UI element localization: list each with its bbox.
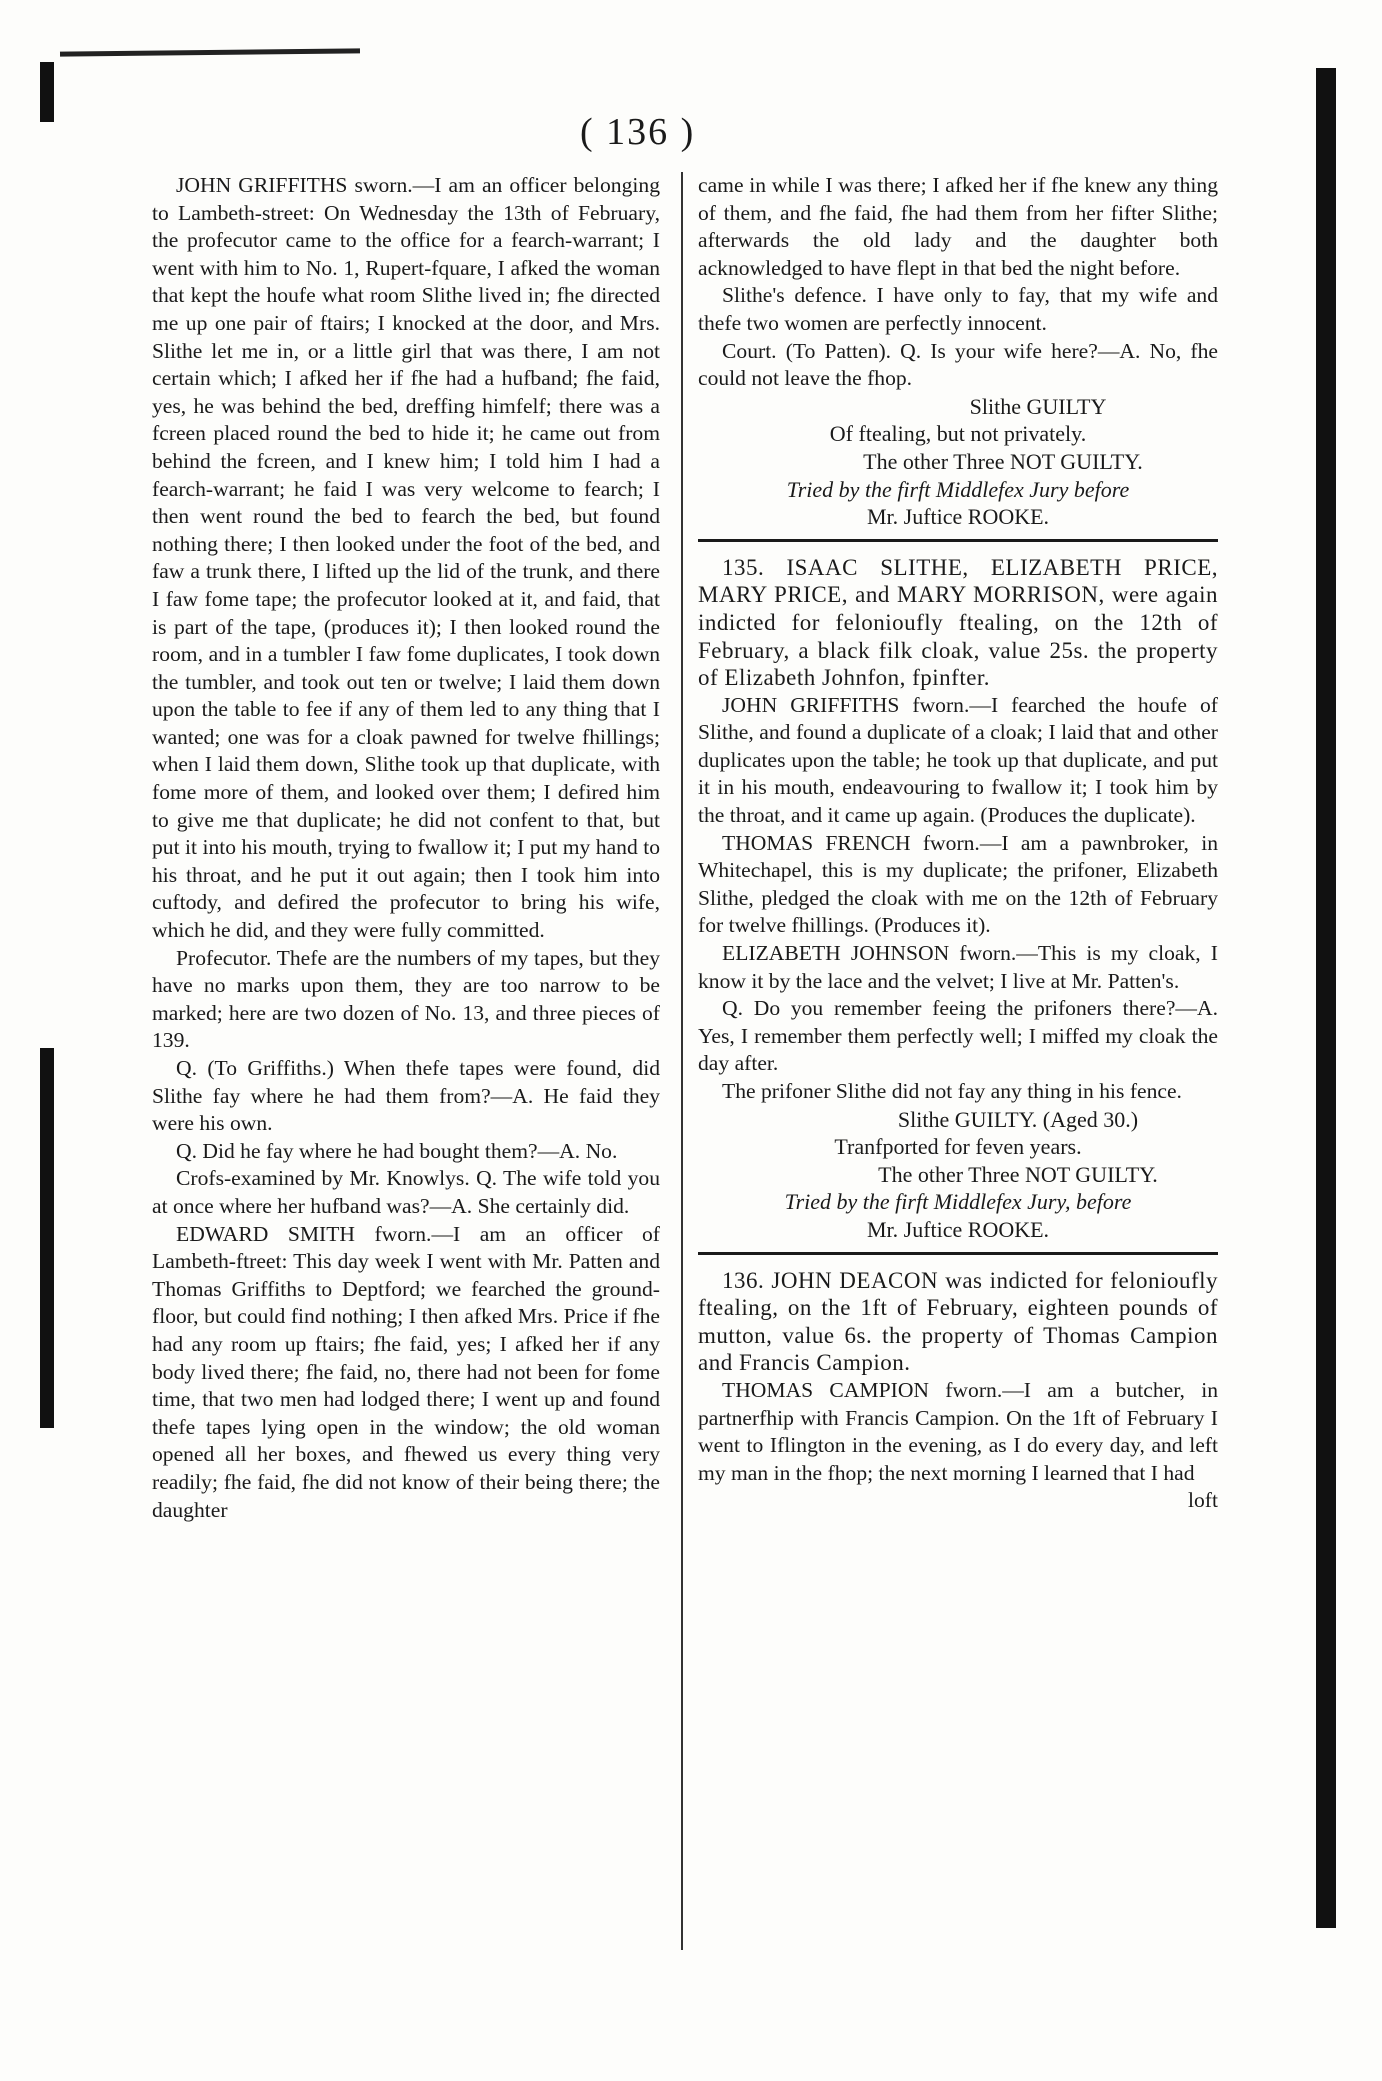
justice-name-2: Mr. Juftice ROOKE. [866,1216,1050,1242]
trial-135-heading: 135. ISAAC SLITHE, ELIZABETH PRICE, MARY PRICE, and MARY MORRISON, were again indicted for felonioufly ftealing, on the 12th of February, a black filk cloak, value 25s. the property of Elizabeth Johnfon, fpinfter. [698,554,1218,691]
scan-edge-right [1316,68,1336,1928]
prosecutor-statement: Profecutor. Thefe are the numbers of my tapes, but they have no marks upon them, they are too narrow to be marked; here are two dozen of No. 13, and three pieces of 139. [152,945,660,1053]
scan-edge-left [40,62,54,122]
trial-136-heading: 136. JOHN DEACON was indicted for felonioufly ftealing, on the 1ft of February, eighteen pounds of mutton, value 6s. the property of Thomas Campion and Francis Campion. [698,1267,1218,1376]
griffiths-testimony-2: JOHN GRIFFITHS fworn.—I fearched the houfe of Slithe, and found a duplicate of a cloak; I laid that and other duplicates upon the table; he took up that duplicate, and put it in his mouth, endeavouring to fwallow it; I took him by the throat, and it came up again. (Produces the duplicate). [698,692,1218,828]
scan-edge-top [60,48,360,56]
smith-testimony: EDWARD SMITH fworn.—I am an officer of Lambeth-ftreet: This day week I went with Mr. Patten and Thomas Griffiths to Deptford; we fearched the ground-floor, but could find nothing; I then afked Mrs. Price if fhe had any room up ftairs; fhe faid, yes; I afked her if any body lived there; fhe faid, no, there had not been for fome time, that two men had lodged there; I went up and found thefe tapes lying open in the window; the old woman opened all her boxes, and fhewed us every thing very readily; fhe faid, fhe did not know of their being there; the daughter [152,1221,660,1522]
catchword: loft [1188,1488,1218,1513]
verdict-slithe: Slithe GUILTY [969,393,1107,419]
verdict-others-2: The other Three NOT GUILTY. [878,1161,1158,1187]
prisoner-silent: The prifoner Slithe did not fay any thing in his fence. [722,1079,1182,1103]
slithe-defence: Slithe's defence. I have only to fay, that my wife and thefe two women are perfectly innocent. [698,283,1218,335]
section-divider-2 [698,1252,1218,1255]
verdict-slithe-2: Slithe GUILTY. (Aged 30.) [897,1106,1139,1132]
testimony-continued: came in while I was there; I afked her if fhe knew any thing of them, and fhe faid, fhe had them from her fifter Slithe; afterwards the old lady and the daughter both acknowledged to have flept in that bed the night before. [698,173,1218,280]
question-bought: Q. Did he fay where he had bought them?—A. No. [176,1138,618,1163]
cross-examination: Crofs-examined by Mr. Knowlys. Q. The wife told you at once where her hufband was?—A. She certainly did. [152,1166,660,1218]
verdict-others: The other Three NOT GUILTY. [863,448,1143,474]
jury-note: Tried by the firft Middlefex Jury before [786,476,1130,502]
scan-edge-left-lower [40,1048,54,1428]
question-remember: Q. Do you remember feeing the prifoners there?—A. Yes, I remember them perfectly well; I miffed my cloak the day after. [698,996,1218,1076]
campion-testimony: THOMAS CAMPION fworn.—I am a butcher, in partnerfhip with Francis Campion. On the 1ft of February I went to Iflington in the evening, as I do every day, and left my man in the fhop; the next morning I learned that I had [698,1377,1218,1485]
left-column [152,172,660,1524]
court-question: Court. (To Patten). Q. Is your wife here?—A. No, fhe could not leave the fhop. [698,338,1218,391]
johnson-testimony: ELIZABETH JOHNSON fworn.—This is my cloak, I know it by the lace and the velvet; I live at Mr. Patten's. [698,941,1218,993]
right-column [698,172,1218,1515]
sentence: Tranfported for feven years. [834,1134,1082,1160]
page-number: ( 136 ) [580,111,696,153]
french-testimony: THOMAS FRENCH fworn.—I am a pawnbroker, in Whitechapel, this is my duplicate; the prifoner, Elizabeth Slithe, pledged the cloak with me on the 12th of February for twelve fhillings. (Produces it). [698,830,1218,938]
question-to-griffiths: Q. (To Griffiths.) When thefe tapes were found, did Slithe fay where he had them from?—A. He faid they were his own. [152,1056,660,1136]
verdict-detail: Of ftealing, but not privately. [829,421,1087,447]
section-divider [698,539,1218,542]
jury-note-2: Tried by the firft Middlefex Jury, before [784,1189,1132,1215]
justice-name: Mr. Juftice ROOKE. [866,504,1050,530]
griffiths-testimony: JOHN GRIFFITHS sworn.—I am an officer belonging to Lambeth-street: On Wednesday the 13th of February, the profecutor came to the office for a fearch-warrant; I went with him to No. 1, Rupert-fquare, I afked the woman that kept the houfe what room Slithe lived in; fhe directed me up one pair of ftairs; I knocked at the door, and Mrs. Slithe let me in, or a little girl that was there, I am not certain which; I afked her if fhe had a hufband; fhe faid, yes, he was behind the bed, dreffing himfelf; there was a fcreen placed round the bed to hide it; he came out from behind the fcreen, and I knew him; I told him I had a fearch-warrant; he faid I was very welcome to fearch; I then went round the bed to fearch the bed, but found nothing there; I then looked under the foot of the bed, and faw a trunk there, I lifted up the lid of the trunk, and there I faw fome tape; the profecutor looked at it, and faid, that is part of the tape, (produces it); I then looked round the room, and in a tumbler I faw fome duplicates, I took down the tumbler, and took out ten or twelve; I laid them down upon the table to fee if any of them led to any thing that I wanted; one was for a cloak pawned for twelve fhillings; when I laid them down, Slithe took up that duplicate, with fome more of them, and looked over them; I defired him to give me that duplicate; he did not confent to that, but put it into his mouth, trying to fwallow it; I put my hand to his throat, and he put it out again; then I took him into cuftody, and defired the profecutor to bring his wife, which he did, and they were fully committed. [152,173,660,943]
column-rule [681,172,683,1950]
